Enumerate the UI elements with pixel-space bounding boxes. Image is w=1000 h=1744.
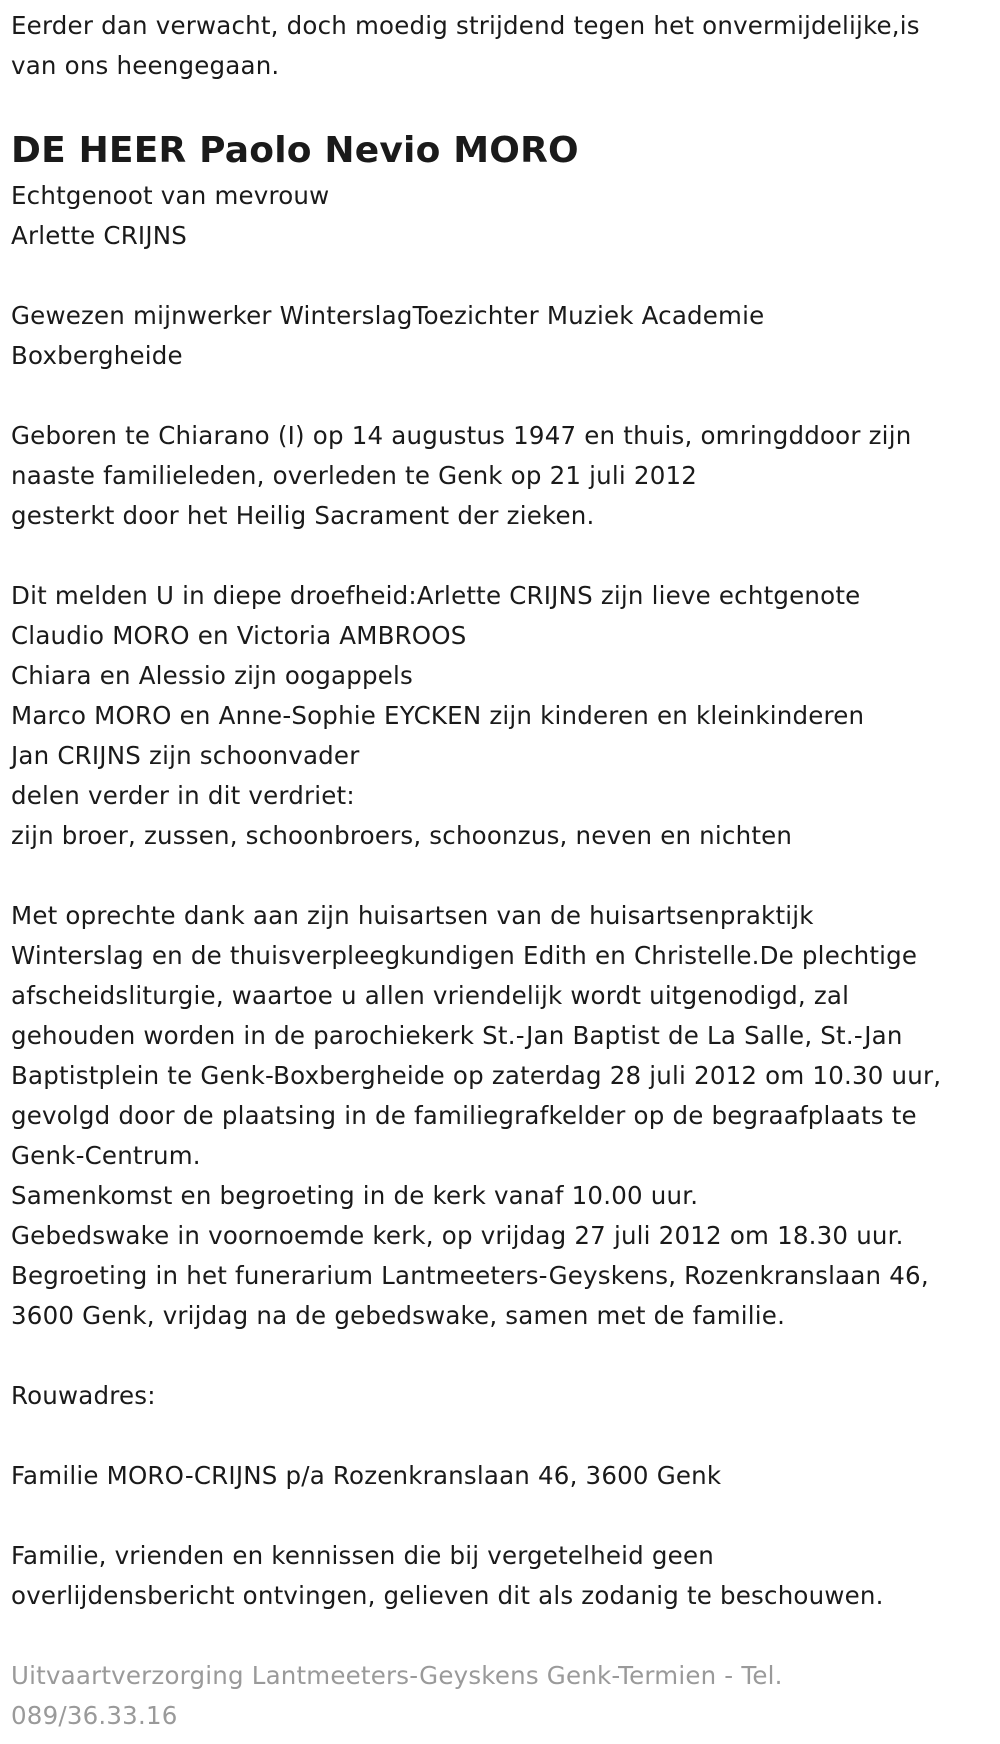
ceremony-line: gehouden worden in de parochiekerk St.-Jan Baptist de La Salle, St.-Jan <box>11 1021 903 1050</box>
spacer <box>11 856 990 896</box>
spacer <box>11 376 990 416</box>
spacer <box>11 1616 990 1656</box>
family-line: Marco MORO en Anne-Sophie EYCKEN zijn kinderen en kleinkinderen <box>11 701 865 730</box>
family-line: zijn broer, zussen, schoonbroers, schoonzus, neven en nichten <box>11 821 793 850</box>
birth-death-line: naaste familieleden, overleden te Genk op 21 juli 2012 <box>11 461 698 490</box>
notice-line: overlijdensbericht ontvingen, gelieven dit als zodanig te beschouwen. <box>11 1581 884 1610</box>
spacer <box>11 536 990 576</box>
spouse-line: Echtgenoot van mevrouw <box>11 181 330 210</box>
address-line: Familie MORO-CRIJNS p/a Rozenkranslaan 46, 3600 Genk <box>11 1461 722 1490</box>
ceremony-line: Baptistplein te Genk-Boxbergheide op zaterdag 28 juli 2012 om 10.30 uur, <box>11 1061 942 1090</box>
occupation-line: Gewezen mijnwerker WinterslagToezichter Muziek Academie <box>11 301 765 330</box>
occupation-paragraph <box>11 296 990 376</box>
spacer <box>11 256 990 296</box>
family-line: Jan CRIJNS zijn schoonvader <box>11 741 360 770</box>
ceremony-paragraph <box>11 896 990 1336</box>
birth-death-line: gesterkt door het Heilig Sacrament der zieken. <box>11 501 595 530</box>
funeral-home-footer <box>11 1656 990 1736</box>
family-paragraph <box>11 576 990 856</box>
birth-death-line: Geboren te Chiarano (I) op 14 augustus 1947 en thuis, omringddoor zijn <box>11 421 912 450</box>
ceremony-line: Begroeting in het funerarium Lantmeeters-Geyskens, Rozenkranslaan 46, <box>11 1261 929 1290</box>
family-line: Claudio MORO en Victoria AMBROOS <box>11 621 467 650</box>
ceremony-line: Samenkomst en begroeting in de kerk vanaf 10.00 uur. <box>11 1181 699 1210</box>
footer-line: Uitvaartverzorging Lantmeeters-Geyskens Genk-Termien - Tel. <box>11 1661 783 1690</box>
spouse-paragraph <box>11 176 990 256</box>
occupation-line: Boxbergheide <box>11 341 183 370</box>
intro-paragraph <box>11 6 990 86</box>
spouse-line: Arlette CRIJNS <box>11 221 188 250</box>
spacer <box>11 1496 990 1536</box>
notice-paragraph <box>11 1536 990 1616</box>
deceased-name: DE HEER Paolo Nevio MORO <box>11 130 579 171</box>
address-label: Rouwadres: <box>11 1381 156 1410</box>
birth-death-paragraph <box>11 416 990 536</box>
notice-line: Familie, vrienden en kennissen die bij vergetelheid geen <box>11 1541 714 1570</box>
ceremony-line: afscheidsliturgie, waartoe u allen vriendelijk wordt uitgenodigd, zal <box>11 981 850 1010</box>
spacer <box>11 1416 990 1456</box>
ceremony-line: Gebedswake in voornoemde kerk, op vrijdag 27 juli 2012 om 18.30 uur. <box>11 1221 904 1250</box>
family-line: Dit melden U in diepe droefheid:Arlette CRIJNS zijn lieve echtgenote <box>11 581 861 610</box>
intro-line: Eerder dan verwacht, doch moedig strijdend tegen het onvermijdelijke,is <box>11 11 920 40</box>
ceremony-line: Met oprechte dank aan zijn huisartsen van de huisartsenpraktijk <box>11 901 814 930</box>
footer-line: 089/36.33.16 <box>11 1701 178 1730</box>
family-line: delen verder in dit verdriet: <box>11 781 355 810</box>
intro-line: van ons heengegaan. <box>11 51 280 80</box>
ceremony-line: Winterslag en de thuisverpleegkundigen Edith en Christelle.De plechtige <box>11 941 918 970</box>
ceremony-line: Genk-Centrum. <box>11 1141 201 1170</box>
ceremony-line: gevolgd door de plaatsing in de familiegrafkelder op de begraafplaats te <box>11 1101 917 1130</box>
family-line: Chiara en Alessio zijn oogappels <box>11 661 413 690</box>
ceremony-line: 3600 Genk, vrijdag na de gebedswake, samen met de familie. <box>11 1301 786 1330</box>
spacer <box>11 1336 990 1376</box>
